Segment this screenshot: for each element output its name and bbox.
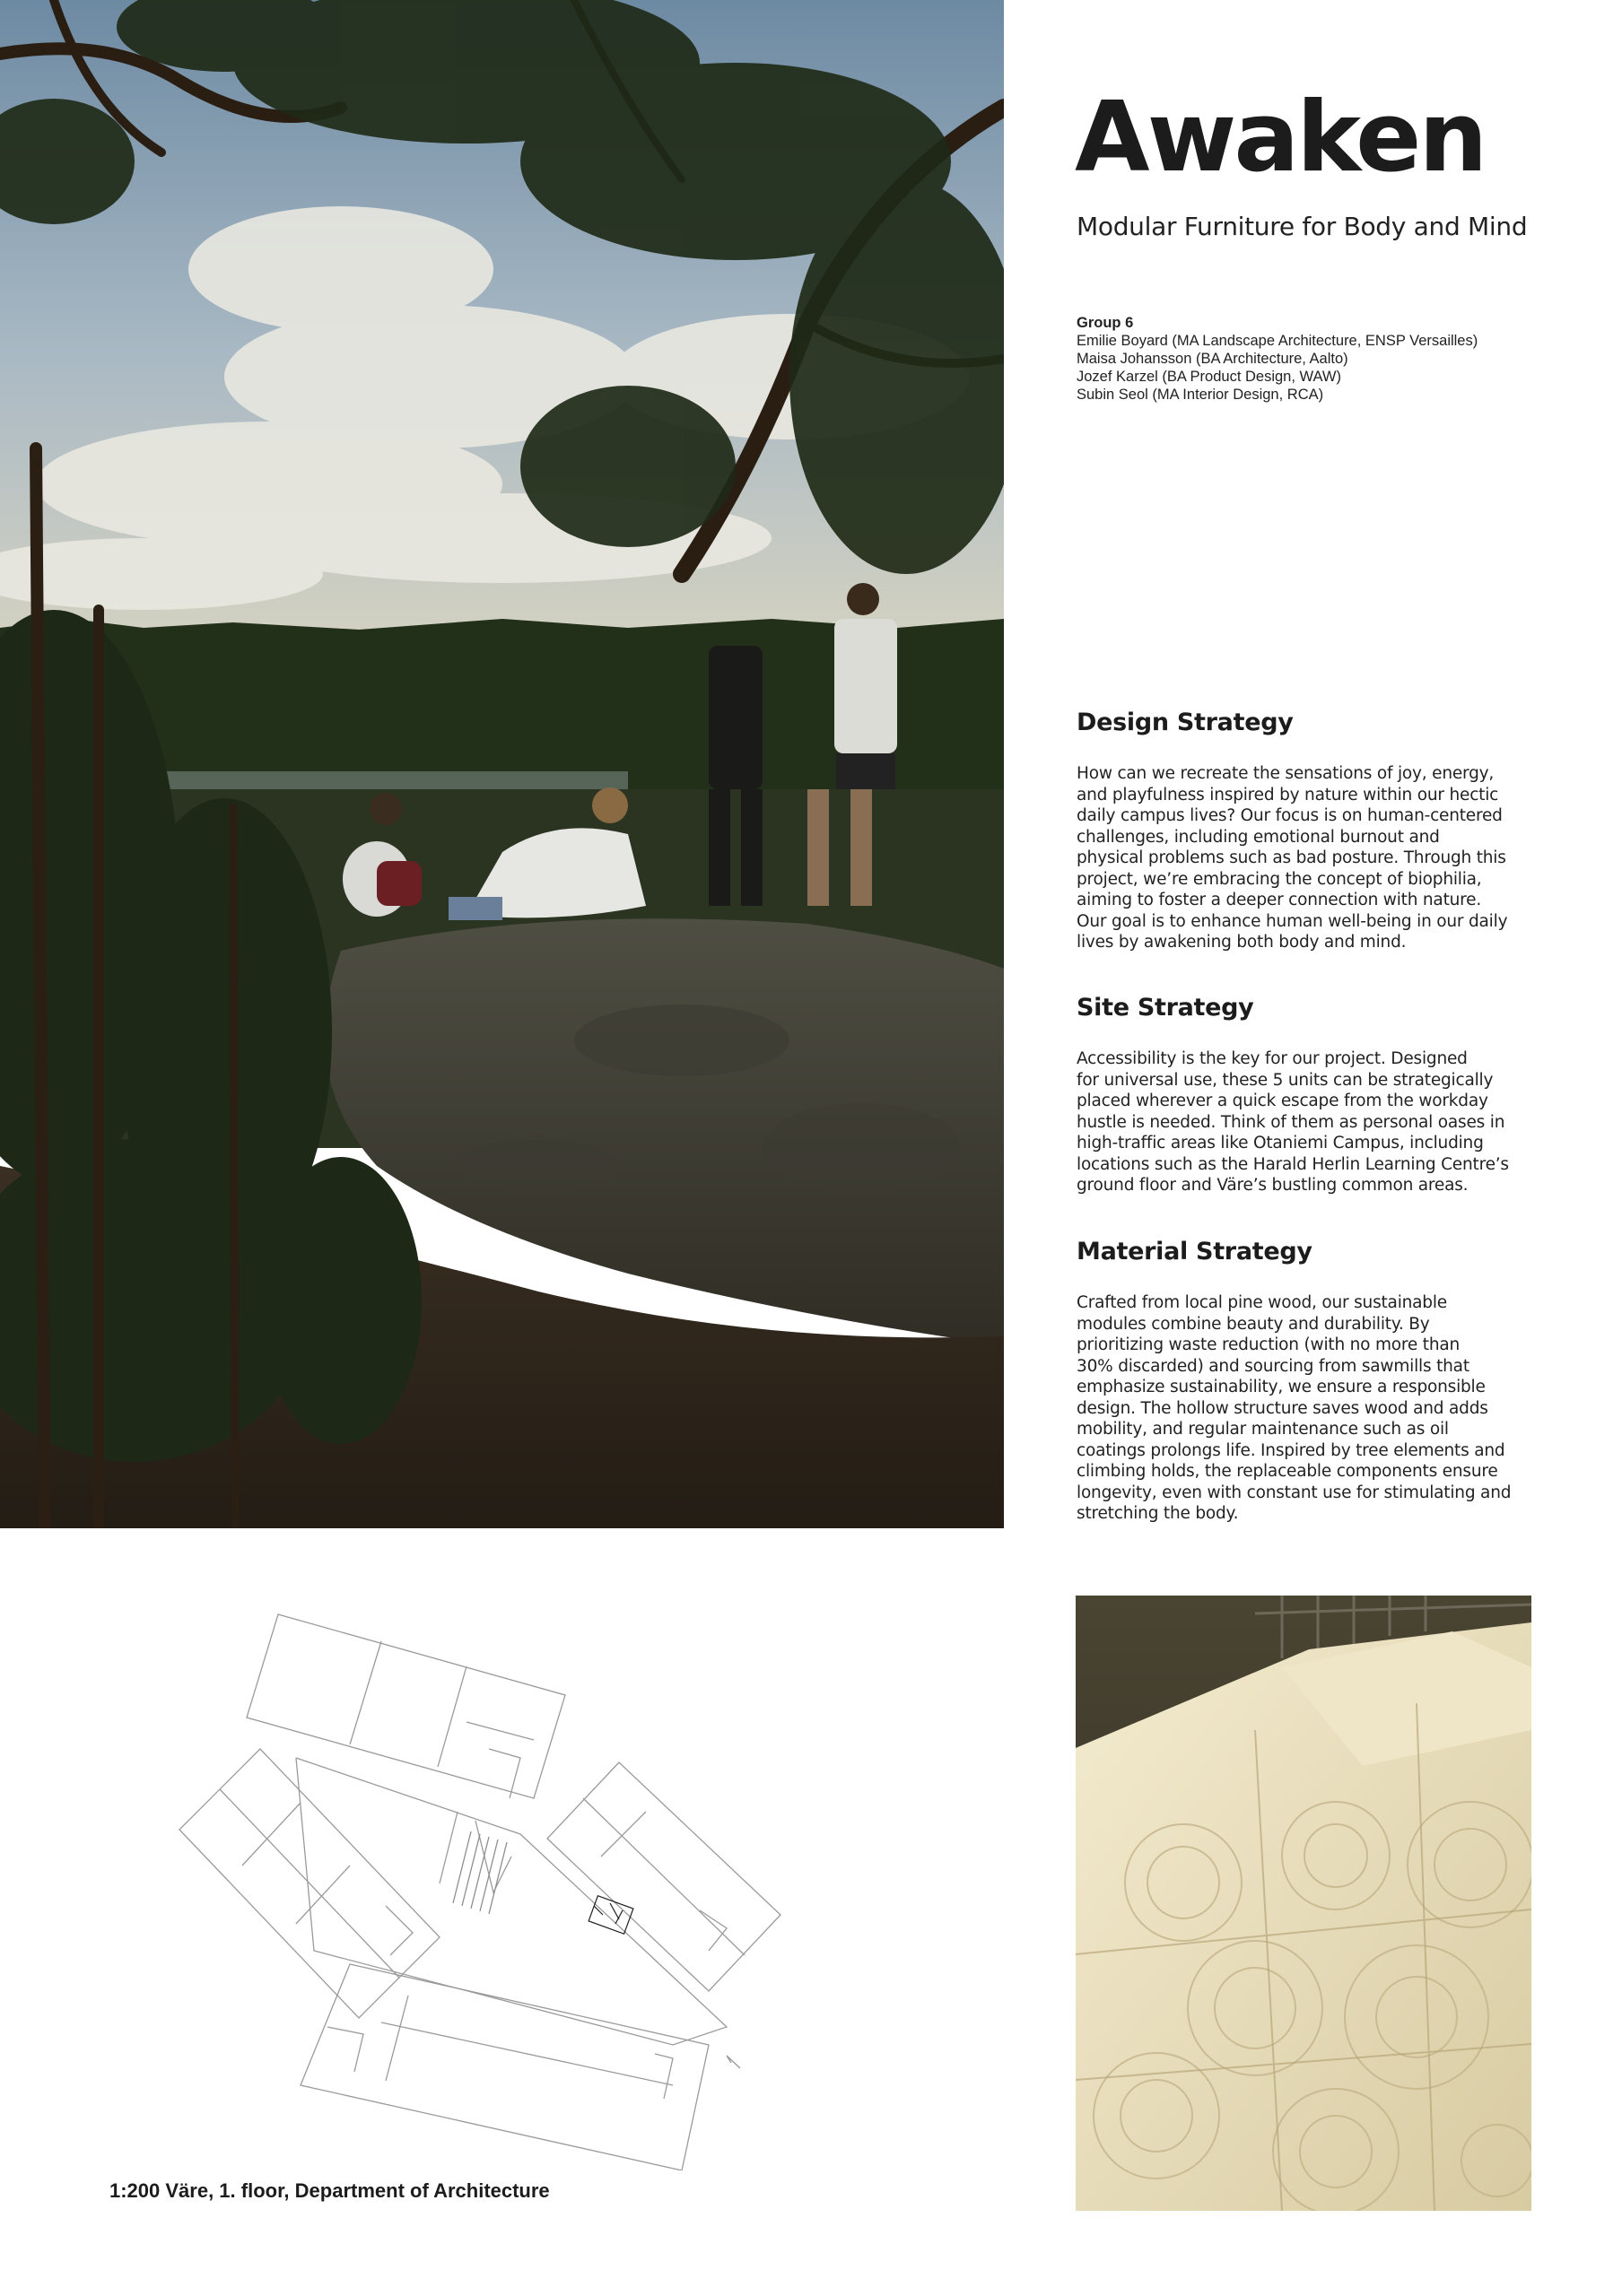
text-line: design. The hollow structure saves wood and adds (1077, 1398, 1488, 1418)
text-line: longevity, even with constant use for stimulating and (1077, 1483, 1512, 1502)
text-line: lives by awakening both body and mind. (1077, 933, 1407, 952)
text-line: challenges, including emotional burnout and (1077, 827, 1440, 847)
floor-plan-caption: 1:200 Väre, 1. floor, Department of Architecture (109, 2179, 550, 2202)
floor-plan-drawing (170, 1596, 852, 2170)
wood-module-photo (1076, 1596, 1531, 2211)
design-strategy-body (1077, 763, 1543, 953)
group-member: Jozef Karzel (BA Product Design, WAW) (1077, 369, 1341, 385)
site-strategy-heading: Site Strategy (1077, 994, 1254, 1022)
text-line: prioritizing waste reduction (with no more than (1077, 1335, 1461, 1354)
text-line: locations such as the Harald Herlin Learning Centre’s (1077, 1154, 1509, 1174)
text-line: 30% discarded) and sourcing from sawmills that (1077, 1356, 1469, 1376)
design-strategy-section (1077, 709, 1543, 953)
group-credits (1077, 314, 1579, 404)
text-line: coatings prolongs life. Inspired by tree elements and (1077, 1440, 1505, 1460)
text-line: for universal use, these 5 units can be strategically (1077, 1070, 1494, 1090)
text-line: project, we’re embracing the concept of biophilia, (1077, 869, 1482, 889)
text-line: aiming to foster a deeper connection with nature. (1077, 891, 1482, 909)
text-line: mobility, and regular maintenance such as oil (1077, 1420, 1449, 1439)
text-line: climbing holds, the replaceable components ensure (1077, 1462, 1498, 1481)
text-line: Crafted from local pine wood, our sustainable (1077, 1293, 1447, 1312)
design-strategy-heading: Design Strategy (1077, 709, 1294, 736)
group-member: Emilie Boyard (MA Landscape Architecture, ENSP Versailles) (1077, 333, 1478, 349)
material-strategy-body (1077, 1292, 1543, 1525)
material-strategy-heading: Material Strategy (1077, 1238, 1312, 1265)
site-strategy-body (1077, 1048, 1543, 1196)
hero-photo (0, 0, 1004, 1528)
text-line: ground floor and Väre’s bustling common areas. (1077, 1176, 1469, 1195)
group-title: Group 6 (1077, 315, 1134, 331)
text-line: Our goal is to enhance human well-being in our daily (1077, 911, 1508, 931)
text-line: placed wherever a quick escape from the workday (1077, 1091, 1488, 1110)
text-line: daily campus lives? Our focus is on human-centered (1077, 806, 1503, 825)
text-line: Accessibility is the key for our project. Designed (1077, 1049, 1468, 1068)
text-line: emphasize sustainability, we ensure a responsible (1077, 1378, 1486, 1396)
text-line: stretching the body. (1077, 1504, 1239, 1523)
material-strategy-section (1077, 1238, 1543, 1525)
text-line: How can we recreate the sensations of joy, energy, (1077, 764, 1495, 783)
group-member: Subin Seol (MA Interior Design, RCA) (1077, 387, 1324, 403)
text-line: physical problems such as bad posture. Through this (1077, 848, 1506, 867)
site-strategy-section (1077, 994, 1543, 1196)
group-member: Maisa Johansson (BA Architecture, Aalto) (1077, 351, 1348, 367)
text-line: and playfulness inspired by nature within our hectic (1077, 785, 1499, 804)
page-title: Awaken (1075, 82, 1486, 194)
page-subtitle: Modular Furniture for Body and Mind (1077, 212, 1528, 241)
text-line: high-traffic areas like Otaniemi Campus, including (1077, 1134, 1484, 1152)
furniture-units (589, 1896, 633, 1935)
text-line: modules combine beauty and durability. By (1077, 1314, 1430, 1334)
text-line: hustle is needed. Think of them as personal oases in (1077, 1112, 1505, 1132)
